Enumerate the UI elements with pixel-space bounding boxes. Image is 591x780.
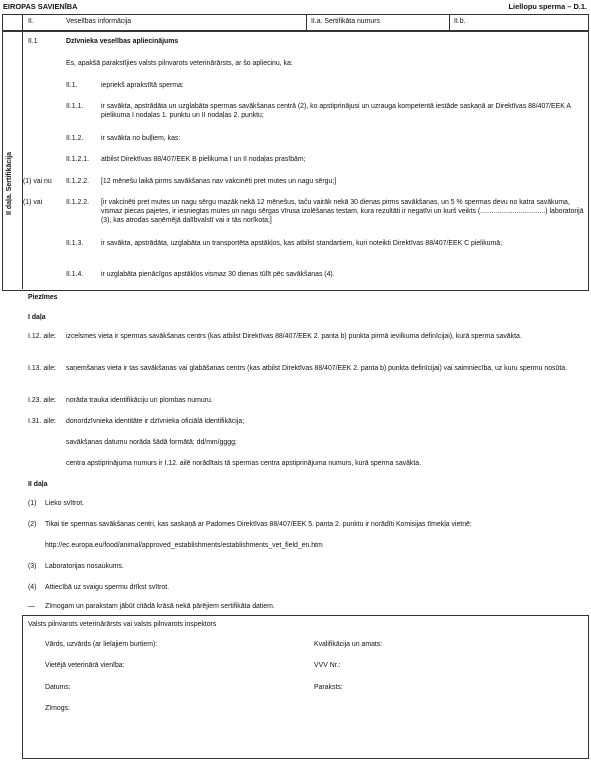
note-url[interactable]: http://ec.europa.eu/food/animal/approved_establishments/establishments_vet_field_en.htm [45, 542, 323, 549]
cert-title: Dzīvnieka veselības apliecinājums [66, 38, 179, 45]
item-text: atbilst Direktīvas 88/407/EEK B pielikuma I un II nodaļas prasībām; [101, 156, 306, 163]
signature-qualification-label: Kvalifikācija un amats: [314, 641, 383, 648]
signature-name-label: Vārds, uzvārds (ar lielajiem burtiem): [45, 641, 158, 648]
note-text: Lieko svītrot. [45, 500, 85, 507]
item-num: II.1.2.2. [66, 199, 89, 206]
item-num: II.1.4. [66, 271, 84, 278]
item-text: [ir vakcinēti pret mutes un nagu sērgu mazāk nekā 12 mēnešus, taču vairāk nekā 30 dienas pirms savākšanas, un 5 % spermas devu no katra savākuma, vismaz piecas pajetes, ir iesniegtas mutes un nagu sērgas vīrusa izolēšanas testam, kura rezultāti ir negatīvi un kurš veikts (..................................) laboratorijā (3), kas atrodas saņēmējā dalībvalstī vai ir tās norīkota;] [101, 199, 584, 224]
top-row-label-2: Veselības informācija [66, 18, 132, 25]
item-num: II.1. [66, 82, 78, 89]
item-text: ir savākta, apstrādāta un uzglabāta spermas savākšanas centrā (2), ko apstiprinājusi un uzrauga kompetentā iestāde saskaņā ar Direktīvas 88/407/EEK A pielikuma I nodaļas 1. punktu un II nodaļas 2. punktu; [101, 103, 571, 119]
item-text: [12 mēnešu laikā pirms savākšanas nav vakcinēti pret mutes un nagu sērgu;] [101, 178, 337, 185]
top-row-label-3: II.a. Sertifikāta numurs [311, 18, 380, 25]
note-label: I.13. aile: [28, 365, 56, 372]
note-text: donordzīvnieka identitāte ir dzīvnieka oficiālā identifikācija; [66, 418, 245, 425]
signature-title: Valsts pilnvarots veterinārārsts vai valsts pilnvarots inspektors [28, 621, 217, 628]
note-label: I.31. aile: [28, 418, 56, 425]
signature-unit-label: Vietējā veterinārā vienība: [45, 662, 125, 669]
item-num: II.1.2. [66, 135, 84, 142]
notes-part2-title: II daļa [28, 481, 48, 488]
item-prefix: (1) vai nu [23, 178, 52, 185]
note-label: (4) [28, 584, 37, 591]
item-num: II.1.1. [66, 103, 84, 110]
signature-box [22, 615, 589, 759]
header-left: EIROPAS SAVIENĪBA [3, 2, 78, 11]
note-label: I.23. aile: [28, 397, 56, 404]
note-label: (3) [28, 563, 37, 570]
top-row-label-4: II.b. [454, 18, 466, 25]
item-num: II.1.3. [66, 240, 84, 247]
header-right: Liellopu sperma – D.1. [508, 2, 587, 11]
item-text: ir savākta, apstrādāta, uzglabāta un transportēta apstākļos, kas atbilst standartiem, kuri noteikti Direktīvas 88/407/EEK C pielikumā; [101, 240, 503, 247]
signature-vvv-label: VVV Nr.: [314, 662, 341, 669]
note-text: Attiecībā uz svaigu spermu drīkst svītrot. [45, 584, 170, 591]
note-text: Tikai tie spermas savākšanas centri, kas saskaņā ar Padomes Direktīvas 88/407/EEK 5. panta 2. punktu ir norādīti Komisijas tīmekļa vietnē: [45, 521, 472, 528]
item-text: ir savākta no buļļiem, kas: [101, 135, 181, 142]
signature-sign-label: Paraksts: [314, 684, 343, 691]
notes-part1-title: I daļa [28, 314, 46, 321]
note-label: I.12. aile: [28, 333, 56, 340]
signature-date-label: Datums: [45, 684, 71, 691]
item-num: II.1.2.1. [66, 156, 89, 163]
note-label: (2) [28, 521, 37, 528]
item-prefix: (1) vai [23, 199, 43, 206]
note-extra: centra apstiprinājuma numurs ir I.12. ailē norādītais tā spermas centra apstiprinājuma numurs, kurā sperma savākta. [66, 460, 422, 467]
side-label: II daļa. Sertifikācija [6, 151, 13, 215]
note-text: norāda trauka identifikāciju un plombas numuru. [66, 397, 213, 404]
note-label: — [28, 603, 35, 610]
note-text: Zīmogam un parakstam jābūt citādā krāsā nekā pārējiem sertifikāta datiem. [45, 603, 275, 610]
top-row-label-1: II. [28, 18, 34, 25]
note-text: Laboratorijas nosaukums. [45, 563, 124, 570]
cert-intro: Es, apakšā parakstījies valsts pilnvarots veterinārārsts, ar šo apliecinu, ka: [66, 60, 293, 67]
item-text: ir uzglabāta pienācīgos apstākļos vismaz 30 dienas tūlīt pēc savākšanas (4). [101, 271, 335, 278]
item-text: iepriekš aprakstītā sperma: [101, 82, 184, 89]
notes-title: Piezīmes [28, 294, 58, 301]
note-text: izcelsmes vieta ir spermas savākšanas centrs (kas atbilst Direktīvas 88/407/EEK 2. panta b) punkta pirmā ievilkuma definīcijai), kurā sperma savākta. [66, 333, 522, 340]
divider [449, 14, 450, 31]
note-text: saņemšanas vieta ir tas savākšanas vai glabāšanas centrs (kas atbilst Direktīvas 88/407/EEK 2. panta b) punkta definīcijai) vai saimniecība, uz kuru spermu nosūta. [66, 365, 567, 372]
note-label: (1) [28, 500, 37, 507]
signature-stamp-label: Zīmogs: [45, 705, 70, 712]
note-extra: savākšanas datumu norāda šādā formātā: dd/mm/gggg; [66, 439, 237, 446]
divider [306, 14, 307, 31]
cert-num: II.1 [28, 38, 38, 45]
item-num: II.1.2.2. [66, 178, 89, 185]
